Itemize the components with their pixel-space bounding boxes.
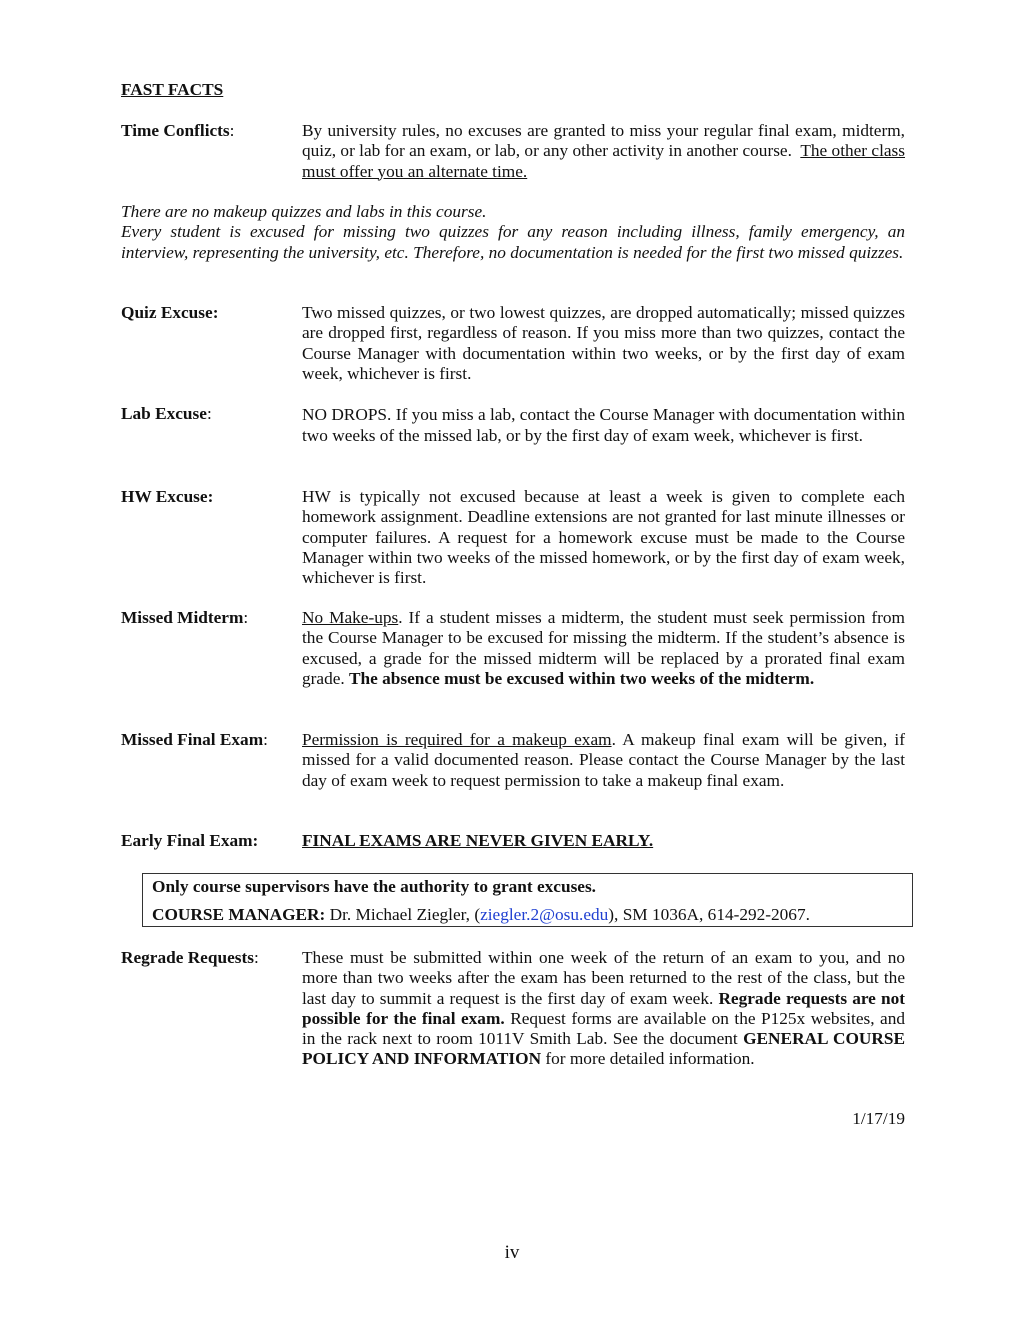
quiz-excuse-text: Two missed quizzes, or two lowest quizzes, are dropped automatically; missed quizzes are dropped first, regardless of reason. If you miss more than two quizzes, contact the Course Manager with documentation within two weeks, or by the first day of exam week, whichever is first. (302, 303, 905, 383)
lab-excuse-label: Lab Excuse: (121, 404, 212, 423)
regrade-label: Regrade Requests: (121, 948, 259, 967)
course-manager-line: COURSE MANAGER: Dr. Michael Ziegler, (ziegler.2@osu.edu), SM 1036A, 614-292-2067. (152, 905, 810, 925)
hw-excuse-section (121, 487, 905, 588)
document-date: 1/17/19 (852, 1109, 905, 1128)
regrade-bold1: Regrade requests are not possible for the final exam. (302, 988, 905, 1028)
italic-note-line1: There are no makeup quizzes and labs in this course. (121, 202, 487, 221)
authority-box (142, 873, 913, 927)
missed-midterm-label: Missed Midterm: (121, 608, 249, 627)
manager-email-link[interactable]: ziegler.2@osu.edu (480, 905, 609, 925)
quiz-excuse-section (121, 303, 905, 384)
missed-final-section (121, 730, 905, 791)
time-conflicts-section (121, 121, 905, 182)
lab-excuse-text: NO DROPS. If you miss a lab, contact the Course Manager with documentation within two weeks of the missed lab, or by the first day of exam week, whichever is first. (302, 405, 905, 446)
time-conflicts-label: Time Conflicts: (121, 121, 235, 140)
missed-midterm-bold: The absence must be excused within two weeks of the midterm. (349, 668, 815, 688)
regrade-bold2: GENERAL COURSE POLICY AND INFORMATION (302, 1029, 905, 1069)
missed-final-label: Missed Final Exam: (121, 730, 268, 749)
missed-final-underlined: Permission is required for a makeup exam (302, 730, 612, 749)
italic-note-line2: Every student is excused for missing two quizzes for any reason including illness, family emergency, an interview, representing the university, etc. Therefore, no documentation is needed for the first two missed quizzes. (121, 222, 905, 262)
time-conflicts-underlined: The other class must offer you an alternate time. (302, 141, 905, 181)
hw-excuse-text: HW is typically not excused because at least a week is given to complete each homework assignment. Deadline extensions are not granted for last minute illnesses or computer failures. A request for a homework excuse must be made to the Course Manager within two weeks of the missed homework, or by the first day of exam week, whichever is first. (302, 487, 905, 588)
page-title: FAST FACTS (121, 80, 224, 99)
authority-line: Only course supervisors have the authority to grant excuses. (152, 877, 597, 896)
lab-excuse-section (121, 404, 905, 447)
early-final-section (121, 831, 905, 851)
hw-excuse-label: HW Excuse: (121, 487, 214, 506)
missed-midterm-underlined: No Make-ups (302, 608, 399, 627)
missed-final-text: Permission is required for a makeup exam. A makeup final exam will be given, if missed for a valid documented reason. Please contact the Course Manager by the last day of exam week to request permission to take a makeup final exam. (302, 730, 905, 790)
early-final-text: FINAL EXAMS ARE NEVER GIVEN EARLY. (302, 831, 654, 850)
quiz-excuse-label: Quiz Excuse: (121, 303, 219, 322)
page-number: iv (504, 1242, 520, 1263)
italic-notes (121, 202, 905, 263)
regrade-section (121, 948, 905, 1070)
early-final-label: Early Final Exam: (121, 831, 259, 850)
missed-midterm-section (121, 608, 905, 689)
regrade-text: These must be submitted within one week of the return of an exam to you, and no more than two weeks after the exam has been returned to the rest of the class, but the last day to summit a request is the first day of exam week. Regrade requests are not possible for the final exam. Request forms are available on the P125x websites, and in the rack next to room 1011V Smith Lab. See the document GENERAL COURSE POLICY AND INFORMATION for more detailed information. (302, 948, 906, 1069)
time-conflicts-text: By university rules, no excuses are granted to miss your regular final exam, midterm, quiz, or lab for an exam, or lab, or any other activity in another course. The other class must offer you an alternate time. (302, 121, 905, 181)
missed-midterm-text: No Make-ups. If a student misses a midterm, the student must seek permission from the Course Manager to be excused for missing the midterm. If the student’s absence is excused, a grade for the missed midterm will be replaced by a prorated final exam grade. The absence must be excused within two weeks of the midterm. (302, 608, 905, 688)
